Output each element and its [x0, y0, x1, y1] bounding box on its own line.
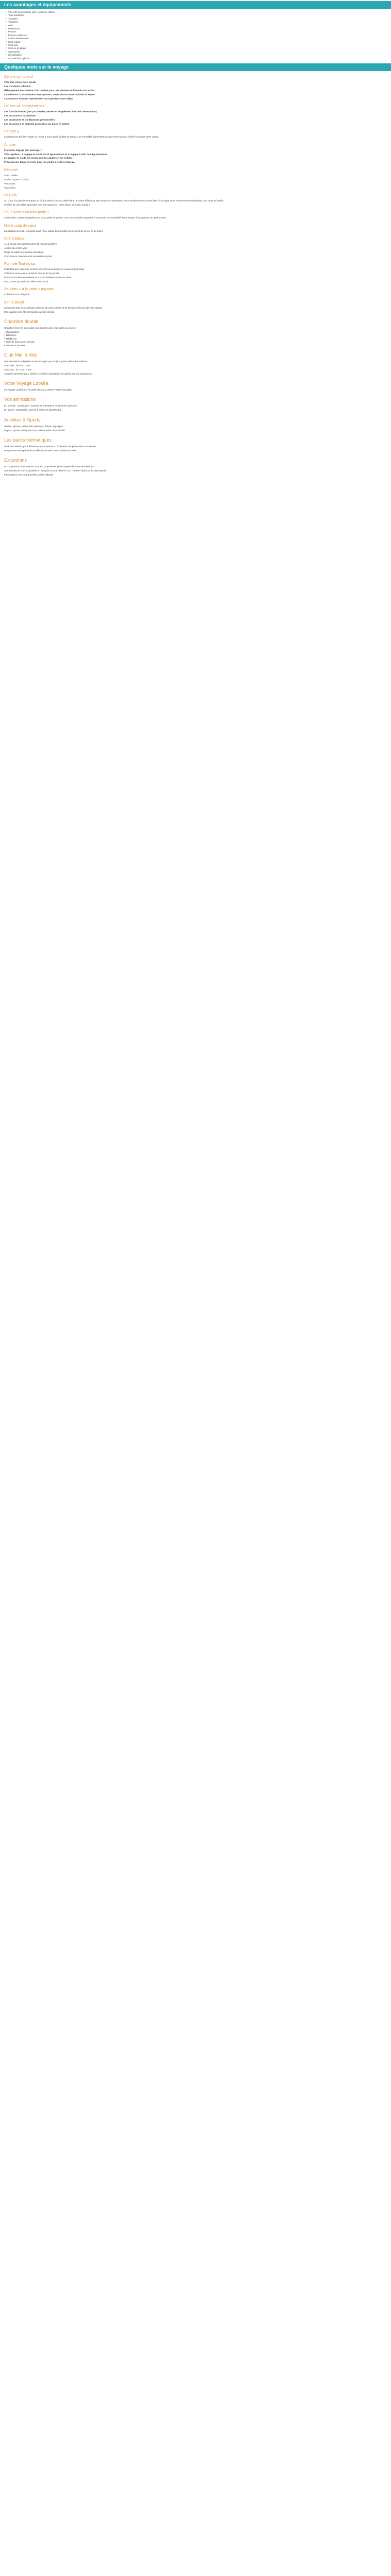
club-paragraph: Club Mini : de 4 à 11 ans: [4, 364, 30, 367]
trip-block-title: Pensez-y: [4, 130, 20, 134]
check-icon: ✓: [5, 57, 7, 60]
trip-block-paragraph: Les transferts collectifs: [4, 85, 31, 88]
trip-block-paragraph: Une caution peut être demandée à votre arrivée.: [4, 310, 55, 313]
trip-block-paragraph: Plage de sable à proximité immédiate: [4, 250, 44, 253]
trip-content: [0, 75, 391, 483]
trip-block-paragraph: Durée : 8 jours / 7 nuits: [4, 178, 29, 181]
advantage-item: ✓ Piscine extérieure: [5, 33, 27, 37]
trip-block-paragraph: À 15 km de l’aéroport (environ 20 min de transfert): [4, 243, 57, 246]
trip-block-paragraph: Le passeport doit être valide au moins 6 mois après la date de retour. Les formalités administratives peuvent évoluer, vérifiez-les avant votre départ.: [4, 135, 159, 139]
club-title: Club Mini & Ado: [4, 352, 38, 358]
advantage-item: ✓ Service de plage: [5, 47, 26, 50]
room-feature: • Salle de bains avec douche: [4, 341, 387, 344]
check-icon: ✓: [5, 44, 7, 47]
page: [0, 0, 391, 483]
trip-block-title: Formule Tout inclus: [4, 262, 36, 266]
trip-block-paragraph: Tout inclus: [4, 186, 15, 189]
excursions-paragraph: Informations non contractuelles, à titre indicatif.: [4, 473, 54, 477]
advantage-item: ✓ Climatisation: [5, 54, 22, 57]
check-icon: ✓: [5, 37, 7, 40]
room-feature: • Télévision: [4, 334, 387, 337]
trip-block-title: Bon à savoir: [4, 300, 24, 304]
trip-block-paragraph: Au cœur d’un jardin verdoyant, le Club Lookéa vous accueille dans un cadre idéal pour des vacances reposantes. Vous profiterez d’un accès direct à la plage et de nombreuses installations pour toute la famille.: [4, 199, 224, 202]
trip-block-title: Résumé: [4, 168, 18, 172]
advantage-item: ✓ Restaurant: [5, 27, 20, 30]
advantages-list: [0, 10, 391, 63]
advantage-item: ✓ Club ado: [5, 44, 18, 47]
trip-block-paragraph: Boissons locales alcoolisées et non alcoolisées servies au verre: [4, 276, 72, 279]
trip-block-paragraph: Les pourboires et les dépenses personnelles: [4, 118, 55, 121]
trip-block-paragraph: Vols aller-retour avec escale: [4, 81, 36, 84]
trip-block-paragraph: L’animation Lookéa imaginée pour tous, petits et grands, avec des activités adaptées à chacun et la convivialité d’une équipe francophone aux petits soins.: [4, 216, 167, 219]
check-icon: ✓: [5, 33, 7, 37]
trip-block-title: Notre coup de cœur: [4, 224, 37, 228]
advantage-item: ✓ Accueil francophone: [5, 57, 30, 60]
advantage-item: ✓ Centre de bien-être: [5, 37, 29, 40]
rooms-list: [4, 331, 387, 347]
advantage-item: ✓ Spectacles: [5, 50, 20, 53]
animation-paragraph: En soirée : spectacles, soirées à thème et discothèque.: [4, 409, 62, 412]
trip-block-paragraph: Franchise bagage (par passager) :: [4, 148, 43, 151]
check-icon: ✓: [5, 11, 7, 13]
room-feature: • Balcon ou terrasse: [4, 344, 387, 347]
packages-paragraph: Programme susceptible de modifications selon les conditions locales.: [4, 449, 77, 452]
trip-block-paragraph: Collations et en-cas à certaines heures de la journée: [4, 272, 60, 275]
check-icon: ✓: [5, 21, 7, 24]
trip-block-title: Pour quelles raisons partir ?: [4, 211, 50, 215]
excursions-title: Excursions: [4, 457, 27, 463]
trip-block-paragraph: Hébergement en chambre Club Lookéa pour une semaine en formule tout inclus: [4, 89, 95, 92]
trip-block-title: Ce prix comprend: [4, 75, 33, 79]
packages-title: Les packs thématiques: [4, 437, 52, 443]
trip-block-paragraph: À 5 km du centre-ville: [4, 246, 27, 249]
animation-paragraph: En journée : sports, jeux, tournois et animations au bord de la piscine.: [4, 404, 77, 408]
rooms-intro: Chambre rénovée avec goût, tout confort, avec vue jardin ou piscine: [4, 327, 76, 329]
excursions-paragraph: Un programme d’excursions vous est proposé sur place auprès de votre représentant.: [4, 465, 95, 468]
trip-header: Quelques mots sur le voyage: [0, 63, 391, 71]
trip-block-paragraph: La présence d’un animateur francophone Lookéa durant toute la durée du séjour: [4, 93, 95, 96]
advantage-item: ✓ WiFi: [5, 24, 13, 27]
club-paragraph: Des animations adaptées à tous les âges pour le plus grand plaisir des enfants.: [4, 360, 88, 363]
trip-block-paragraph: La formule tout inclus débute à l’heure de votre arrivée et se termine à l’heure de votre départ.: [4, 306, 103, 309]
check-icon: ✓: [5, 24, 7, 27]
check-icon: ✓: [5, 27, 7, 30]
check-icon: ✓: [5, 50, 7, 53]
activities-paragraph: Gratuit : piscine, volley-ball, pétanque, fitness, aquagym.: [4, 425, 64, 428]
trip-block-paragraph: Les frais de dossier (25€ par dossier, versés en supplément lors de la réservation): [4, 110, 97, 113]
trip-block-paragraph: Vols inclus: [4, 182, 15, 185]
advantage-item: ✓ Piscine: [5, 30, 16, 33]
check-icon: ✓: [5, 54, 7, 57]
trip-block-paragraph: Coffre-fort à la réception: [4, 293, 30, 296]
voyage-paragraph: Le voyage Lookéa est encadré de A à Z, partez l’esprit tranquille.: [4, 388, 73, 392]
advantage-item: ✓ Vols A/R au départ de Lille (1 journée offerte): [5, 11, 56, 13]
advantage-item: ✓ Tous transferts: [5, 14, 24, 17]
trip-block-title: Services « à la carte » payants: [4, 287, 54, 292]
trip-block-paragraph: Commerces et restaurants accessibles à pied: [4, 255, 52, 258]
advantages-header: Les avantages et équipements: [0, 1, 391, 9]
trip-block-paragraph: Vols réguliers : 1 bagage en soute de 23 kg maximum et 1 bagage à main de 8 kg maximum.: [4, 152, 108, 156]
advantage-item: ✓ Transfert: [5, 17, 18, 20]
club-paragraph: Activités sportives, jeux, ateliers créatifs et spectacles encadrés par nos animateurs.: [4, 372, 93, 375]
trip-block-paragraph: Petit-déjeuner, déjeuner et dîner sous forme de buffet au restaurant principal: [4, 268, 85, 271]
trip-block-paragraph: Profitez de nos offres spéciales pour les vacances : votre séjour au Club Lookéa !: [4, 203, 90, 206]
check-icon: ✓: [5, 30, 7, 33]
room-feature: • Climatisation: [4, 331, 387, 334]
check-icon: ✓: [5, 14, 7, 17]
trip-block-paragraph: Les excursions et activités proposées sur place en option: [4, 122, 70, 125]
activities-title: Activités & Sports: [4, 417, 41, 422]
trip-blocks: [4, 75, 387, 314]
trip-block-title: Le Club: [4, 193, 17, 197]
packages-paragraph: Pack découverte, pack détente et pack aventure : à réserver sur place selon vos envies.: [4, 445, 97, 448]
trip-block-paragraph: Le bagage en soute est inclus pour les adultes et les enfants.: [4, 157, 73, 160]
trip-block-paragraph: Les assurances facultatives: [4, 114, 36, 117]
activities-paragraph: Payant : sports nautiques et excursions selon disponibilité.: [4, 429, 66, 432]
trip-block-paragraph: Prévoyez une tenue correcte pour les visites de sites religieux.: [4, 161, 75, 164]
check-icon: ✓: [5, 47, 7, 50]
voyage-title: Votre Voyage Lookéa: [4, 381, 48, 386]
trip-block-title: Cité pratique: [4, 237, 25, 241]
trip-block-paragraph: Eau, sodas, jus de fruits, bière et vin local: [4, 280, 48, 283]
trip-block-paragraph: L’assistance de notre représentant local pendant votre séjour: [4, 97, 74, 100]
trip-block-title: Ce prix ne comprend pas: [4, 105, 45, 109]
rooms-title: Chambre double: [4, 319, 39, 324]
check-icon: ✓: [5, 17, 7, 20]
trip-block-paragraph: Club Lookéa: [4, 174, 18, 177]
excursions-paragraph: Les excursions sont proposées en français et sous réserve d’un nombre minimum de participants.: [4, 469, 107, 472]
room-feature: • Téléphone: [4, 337, 387, 341]
advantage-item: ✓ Transfert: [5, 21, 18, 24]
advantage-item: ✓ Club enfant: [5, 40, 21, 43]
trip-block-paragraph: La situation du club, les pieds dans l’eau, idéale pour profiter pleinement de la mer et du soleil.: [4, 229, 104, 232]
club-paragraph: Club Ado : de 12 à 17 ans: [4, 368, 31, 371]
animation-title: Vos animations: [4, 397, 36, 402]
trip-block-title: À noter: [4, 143, 16, 147]
check-icon: ✓: [5, 40, 7, 43]
